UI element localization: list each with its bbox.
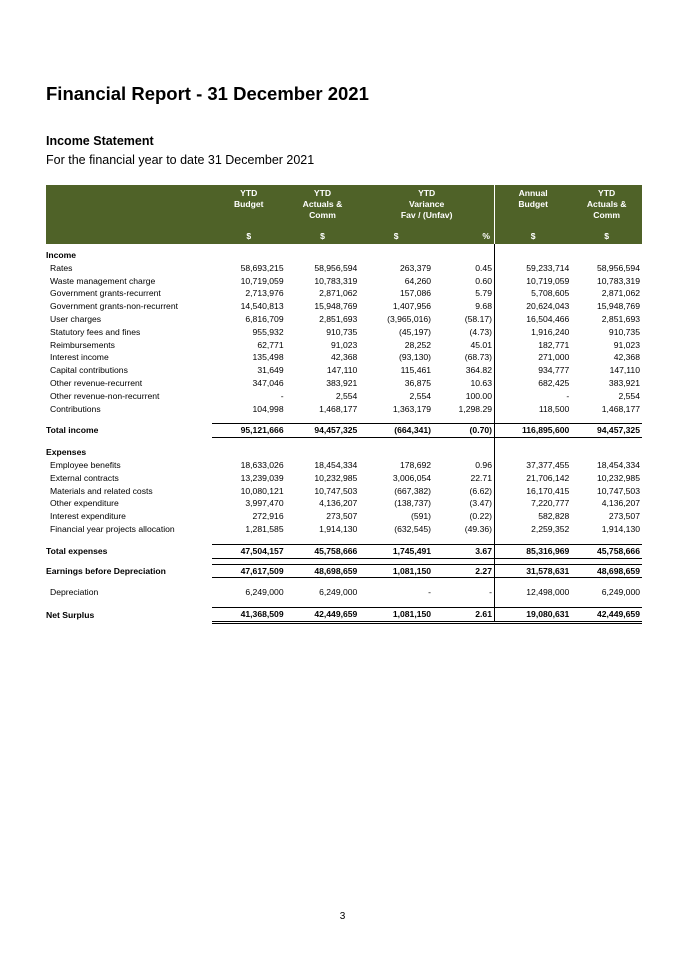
cell-value: 115,461 <box>400 365 432 376</box>
cell-value: 18,633,026 <box>240 459 284 470</box>
cell-value: - <box>495 390 572 403</box>
cell-value: 364.82 <box>465 365 492 376</box>
cell-value: 91,023 <box>613 339 640 350</box>
table-row <box>46 497 642 510</box>
cell-value: 5.79 <box>475 288 492 299</box>
header-ytd-variance: YTD Variance Fav / (Unfav) <box>359 185 494 228</box>
row-label: Earnings before Depreciation <box>46 565 166 576</box>
cell-value: 3,006,054 <box>392 472 432 483</box>
cell-value: 36,875 <box>404 377 432 388</box>
cell-value: 135,498 <box>252 352 284 363</box>
cell-value: 16,170,415 <box>495 485 572 498</box>
row-label: Other expenditure <box>50 498 119 509</box>
cell-value: 2,713,976 <box>245 288 284 299</box>
cell-value: 3.67 <box>433 544 494 558</box>
cell-value: 582,828 <box>495 510 572 523</box>
cell-value: (591) <box>410 511 432 522</box>
cell-value: 104,998 <box>252 403 284 414</box>
cell-value: 3,997,470 <box>245 498 284 509</box>
page-title: Financial Report - 31 December 2021 <box>46 83 369 104</box>
cell-value: 147,110 <box>609 365 640 376</box>
cell-value: 15,948,769 <box>314 301 358 312</box>
cell-value: 12,498,000 <box>495 586 572 599</box>
cell-value: 14,540,813 <box>240 301 284 312</box>
cell-value: 94,457,325 <box>286 424 360 438</box>
unit-label: $ <box>571 228 642 244</box>
table-row <box>46 485 642 498</box>
unit-label: $ <box>359 228 433 244</box>
table-row <box>46 364 642 377</box>
cell-value: 910,735 <box>608 326 640 337</box>
cell-value: 910,735 <box>326 326 358 337</box>
cell-value: 85,316,969 <box>495 544 572 558</box>
cell-value: 37,377,455 <box>495 459 572 472</box>
cell-value: 42,449,659 <box>571 608 642 623</box>
income-statement-table <box>46 185 642 624</box>
cell-value: 28,252 <box>404 339 432 350</box>
cell-value: 0.60 <box>475 275 492 286</box>
row-label: Total income <box>46 425 99 436</box>
cell-value: 4,136,207 <box>601 498 640 509</box>
cell-value: 42,368 <box>613 352 640 363</box>
cell-value: 20,624,043 <box>495 300 572 313</box>
cell-value: 2.27 <box>433 564 494 578</box>
cell-value: 45,758,666 <box>571 544 642 558</box>
row-label: External contracts <box>50 472 119 483</box>
header-blank <box>46 185 212 228</box>
cell-value: 157,086 <box>399 288 432 299</box>
cell-value: 31,649 <box>257 365 284 376</box>
cell-value: 2,851,693 <box>319 313 358 324</box>
cell-value: 934,777 <box>495 364 572 377</box>
cell-value: 15,948,769 <box>596 301 640 312</box>
row-label: Other revenue-recurrent <box>50 377 143 388</box>
cell-value: 19,080,631 <box>495 608 572 623</box>
cell-value: 2.61 <box>433 608 494 623</box>
row-label: Other revenue-non-recurrent <box>50 390 160 401</box>
cell-value: 45.01 <box>470 339 492 350</box>
cell-value: 6,249,000 <box>245 587 284 598</box>
cell-value: 7,220,777 <box>495 497 572 510</box>
cell-value: 1,281,585 <box>245 523 284 534</box>
cell-value: 1,298.29 <box>458 403 492 414</box>
cell-value: (632,545) <box>394 523 432 534</box>
cell-value: 95,121,666 <box>212 424 286 438</box>
cell-value: 31,578,631 <box>495 564 572 578</box>
table-row <box>46 262 642 275</box>
cell-value: 273,507 <box>608 511 640 522</box>
cell-value: 178,692 <box>399 459 432 470</box>
cell-value: 273,507 <box>326 511 358 522</box>
cell-value: 94,457,325 <box>571 424 642 438</box>
cell-value: 1,468,177 <box>601 403 640 414</box>
cell-value: 2,259,352 <box>495 523 572 536</box>
cell-value: (0.22) <box>469 511 492 522</box>
cell-value: (138,737) <box>394 498 432 509</box>
cell-value: (667,382) <box>394 485 432 496</box>
table-row <box>46 339 642 352</box>
cell-value: 18,454,334 <box>314 459 358 470</box>
page-number: 3 <box>339 911 346 922</box>
row-label: Depreciation <box>50 587 99 598</box>
cell-value: 59,233,714 <box>495 262 572 275</box>
cell-value: 10,232,985 <box>596 472 640 483</box>
row-label: Total expenses <box>46 545 108 556</box>
cell-value: 10,783,319 <box>596 275 640 286</box>
cell-value: 4,136,207 <box>319 498 358 509</box>
cell-value: 0.96 <box>475 459 492 470</box>
table-row <box>46 403 642 416</box>
cell-value: 47,504,157 <box>212 544 286 558</box>
table-row <box>46 377 642 390</box>
cell-value: 10.63 <box>470 377 492 388</box>
table-row <box>46 523 642 536</box>
cell-value: (4.73) <box>469 326 492 337</box>
table-row <box>46 287 642 300</box>
table-row <box>46 459 642 472</box>
cell-value: 10,232,985 <box>314 472 358 483</box>
cell-value: 42,449,659 <box>286 608 360 623</box>
cell-value: (45,197) <box>399 326 432 337</box>
row-label: Rates <box>50 262 73 273</box>
cell-value: 18,454,334 <box>596 459 640 470</box>
row-label: Materials and related costs <box>50 485 153 496</box>
row-label: Contributions <box>50 403 101 414</box>
cell-value: 62,771 <box>257 339 284 350</box>
cell-value: 9.68 <box>475 301 492 312</box>
cell-value: (0.70) <box>433 424 494 438</box>
section-title: Income Statement <box>46 134 154 148</box>
total-expenses-row <box>46 544 642 558</box>
cell-value: 182,771 <box>495 339 572 352</box>
cell-value: 263,379 <box>399 262 432 273</box>
cell-value: 48,698,659 <box>571 564 642 578</box>
cell-value: 22.71 <box>470 472 492 483</box>
cell-value: 16,504,466 <box>495 313 572 326</box>
cell-value: (68.73) <box>464 352 492 363</box>
table-header-row <box>46 185 642 228</box>
cell-value: 2,851,693 <box>601 313 640 324</box>
cell-value: (664,341) <box>359 424 433 438</box>
cell-value: 10,747,503 <box>314 485 358 496</box>
cell-value: 347,046 <box>252 377 284 388</box>
row-label: Interest income <box>50 352 109 363</box>
table-row <box>46 510 642 523</box>
cell-value: (58.17) <box>464 313 492 324</box>
cell-value: 116,895,600 <box>495 424 572 438</box>
cell-value: 383,921 <box>608 377 640 388</box>
row-label: Capital contributions <box>50 365 128 376</box>
header-ytd-actuals-2: YTD Actuals & Comm <box>571 185 642 228</box>
cell-value: 2,554 <box>335 390 358 401</box>
cell-value: (3,965,016) <box>387 313 432 324</box>
cell-value: 1,916,240 <box>495 326 572 339</box>
cell-value: 41,368,509 <box>212 608 286 623</box>
cell-value: 2,554 <box>409 390 432 401</box>
total-income-row <box>46 424 642 438</box>
cell-value: (6.62) <box>469 485 492 496</box>
row-label: Government grants-non-recurrent <box>50 301 179 312</box>
row-label: Government grants-recurrent <box>50 288 161 299</box>
table-body <box>46 244 642 622</box>
cell-value: 47,617,509 <box>212 564 286 578</box>
row-label: Interest expenditure <box>50 511 126 522</box>
cell-value: 118,500 <box>495 403 572 416</box>
cell-value: 1,363,179 <box>392 403 432 414</box>
row-label: Financial year projects allocation <box>50 523 175 534</box>
cell-value: - <box>280 390 284 401</box>
cell-value: 6,816,709 <box>245 313 284 324</box>
cell-value: 6,249,000 <box>601 587 640 598</box>
section-heading-expenses: Expenses <box>46 446 642 459</box>
table-row <box>46 390 642 403</box>
cell-value: 10,080,121 <box>240 485 284 496</box>
header-annual-budget: Annual Budget <box>495 185 572 228</box>
cell-value: 272,916 <box>252 511 284 522</box>
row-label: Net Surplus <box>46 609 95 620</box>
cell-value: 10,719,059 <box>495 275 572 288</box>
cell-value: 58,956,594 <box>314 262 358 273</box>
cell-value: - <box>489 587 492 598</box>
period-description: For the financial year to date 31 December 2021 <box>46 153 315 167</box>
row-label: Employee benefits <box>50 459 121 470</box>
header-ytd-budget: YTD Budget <box>212 185 286 228</box>
cell-value: 1,468,177 <box>319 403 358 414</box>
cell-value: 0.45 <box>475 262 492 273</box>
table-row <box>46 326 642 339</box>
cell-value: 383,921 <box>326 377 358 388</box>
unit-label: $ <box>286 228 360 244</box>
depreciation-row <box>46 586 642 599</box>
cell-value: 48,698,659 <box>286 564 360 578</box>
row-label: Reimbursements <box>50 339 115 350</box>
cell-value: 5,708,605 <box>495 287 572 300</box>
cell-value: - <box>428 587 432 598</box>
cell-value: 2,871,062 <box>319 288 358 299</box>
cell-value: 21,706,142 <box>495 472 572 485</box>
table-row <box>46 313 642 326</box>
unit-label: $ <box>212 228 286 244</box>
cell-value: 147,110 <box>326 365 358 376</box>
net-surplus-row <box>46 608 642 623</box>
cell-value: 10,747,503 <box>596 485 640 496</box>
cell-value: 10,719,059 <box>240 275 284 286</box>
cell-value: 100.00 <box>465 390 492 401</box>
cell-value: 1,914,130 <box>601 523 640 534</box>
row-label: Statutory fees and fines <box>50 326 141 337</box>
row-label: User charges <box>50 313 102 324</box>
table-row <box>46 275 642 288</box>
cell-value: 2,554 <box>618 390 640 401</box>
table-units-row <box>46 228 642 244</box>
cell-value: 1,081,150 <box>359 608 433 623</box>
cell-value: 42,368 <box>331 352 358 363</box>
cell-value: 1,745,491 <box>359 544 433 558</box>
cell-value: 13,239,039 <box>240 472 284 483</box>
cell-value: 91,023 <box>331 339 358 350</box>
cell-value: 58,956,594 <box>596 262 640 273</box>
cell-value: 1,081,150 <box>359 564 433 578</box>
section-heading-income: Income <box>46 249 642 262</box>
earnings-before-depreciation-row <box>46 564 642 578</box>
cell-value: 58,693,215 <box>240 262 284 273</box>
unit-label: $ <box>495 228 572 244</box>
cell-value: 271,000 <box>495 351 572 364</box>
cell-value: 955,932 <box>252 326 284 337</box>
row-label: Waste management charge <box>50 275 156 286</box>
table-row <box>46 300 642 313</box>
cell-value: 45,758,666 <box>286 544 360 558</box>
cell-value: 682,425 <box>495 377 572 390</box>
cell-value: 2,871,062 <box>601 288 640 299</box>
cell-value: 10,783,319 <box>314 275 358 286</box>
unit-label: % <box>433 228 494 244</box>
cell-value: 1,407,956 <box>392 301 432 312</box>
table-row <box>46 351 642 364</box>
table-row <box>46 472 642 485</box>
cell-value: (93,130) <box>399 352 432 363</box>
cell-value: 1,914,130 <box>319 523 358 534</box>
header-ytd-actuals: YTD Actuals & Comm <box>286 185 360 228</box>
cell-value: 64,260 <box>404 275 432 286</box>
cell-value: (49.36) <box>464 523 492 534</box>
cell-value: (3.47) <box>469 498 492 509</box>
cell-value: 6,249,000 <box>319 587 358 598</box>
